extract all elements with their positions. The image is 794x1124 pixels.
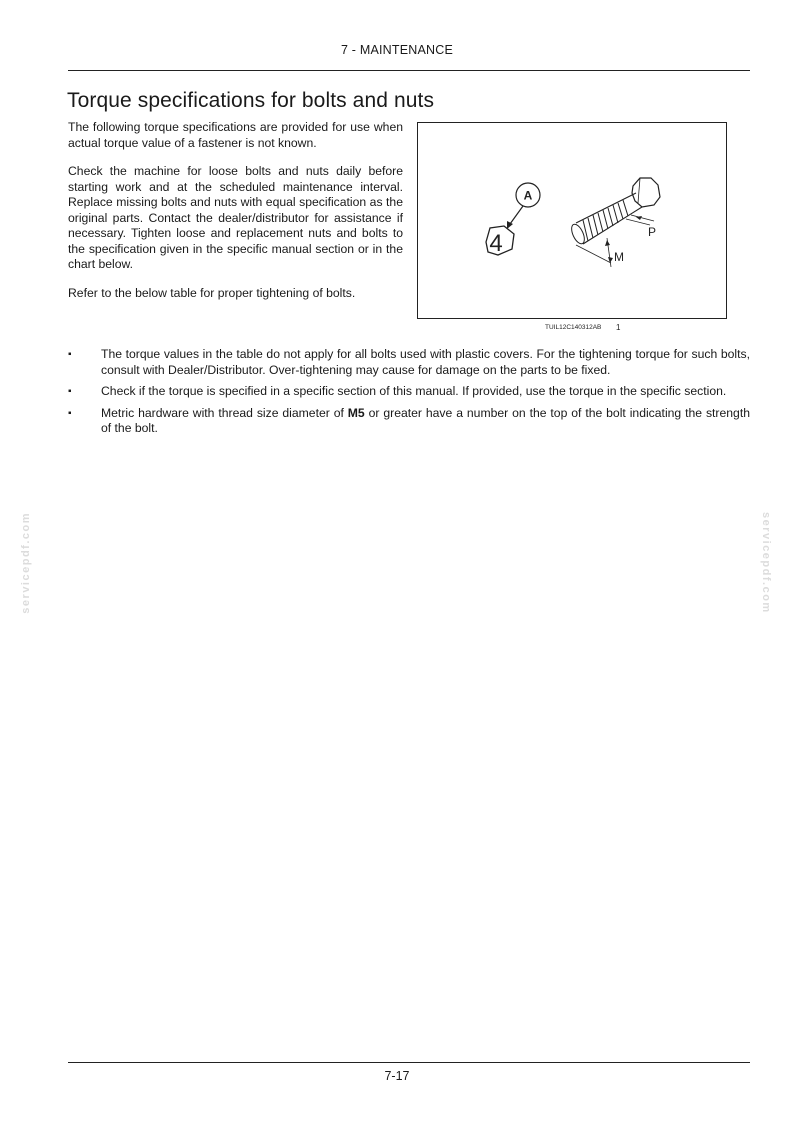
bolt-figure <box>417 122 727 319</box>
figure-number: 1 <box>616 323 621 332</box>
running-header: 7 - MAINTENANCE <box>340 43 454 57</box>
pitch-extension-line <box>631 215 654 221</box>
watermark-right: servicepdf.com <box>760 512 772 614</box>
note-text-3: Metric hardware with thread size diameter of M5 or greater have a number on the top of the bolt indicating the strength of the bolt. <box>101 405 750 435</box>
bullet-icon: ▪ <box>68 407 72 419</box>
diameter-extension-line <box>576 245 611 263</box>
intro-paragraph-3: Refer to the below table for proper tightening of bolts. <box>68 285 356 300</box>
header-rule <box>68 70 750 71</box>
intro-paragraph-2: Check the machine for loose bolts and nuts daily before starting work and at the scheduled maintenance interval. Replace missing bolts and nuts with equal specification as the original parts. Contact the dealer/distributor for assistance if necessary. Tighten loose and replacement nuts and bolts to the specification given in the specific manual section or in the chart below. <box>68 164 403 271</box>
pitch-dimension-line <box>626 219 650 225</box>
section-title: Torque specifications for bolts and nuts <box>67 89 435 112</box>
list-item <box>68 384 750 400</box>
diameter-arrow-top <box>605 240 610 246</box>
list-item <box>68 406 750 437</box>
diameter-label: M <box>614 250 624 264</box>
intro-paragraph-1: The following torque specifications are provided for use when actual torque value of a fastener is not known. <box>68 120 403 150</box>
arrow-head <box>507 221 513 229</box>
watermark-left: servicepdf.com <box>20 512 32 614</box>
list-item <box>68 347 750 378</box>
footer-rule <box>68 1062 750 1063</box>
thread-size-emphasis: M5 <box>347 405 365 420</box>
page-number: 7-17 <box>384 1069 410 1083</box>
note-text-2: Check if the torque is specified in a specific section of this manual. If provided, use the torque in the specific section. <box>101 384 727 398</box>
bolt-illustration <box>418 123 728 320</box>
bullet-icon: ▪ <box>68 386 72 397</box>
note-text-1: The torque values in the table do not apply for all bolts used with plastic covers. For the tightening torque for such bolts, consult with Dealer/Distributor. Over-tightening may cause for damage on the parts to be fixed. <box>101 347 750 377</box>
bullet-icon: ▪ <box>68 349 72 360</box>
notes-list <box>68 347 750 443</box>
figure-caption-code: TUIL12C140312AB <box>545 324 602 331</box>
callout-arrow <box>510 206 523 224</box>
pitch-label: P <box>648 225 657 239</box>
bolt-head-side <box>632 178 660 207</box>
strength-mark: 4 <box>489 230 503 257</box>
shank-upper-edge <box>576 193 636 223</box>
intro-text <box>68 120 403 314</box>
callout-label: A <box>523 188 533 203</box>
